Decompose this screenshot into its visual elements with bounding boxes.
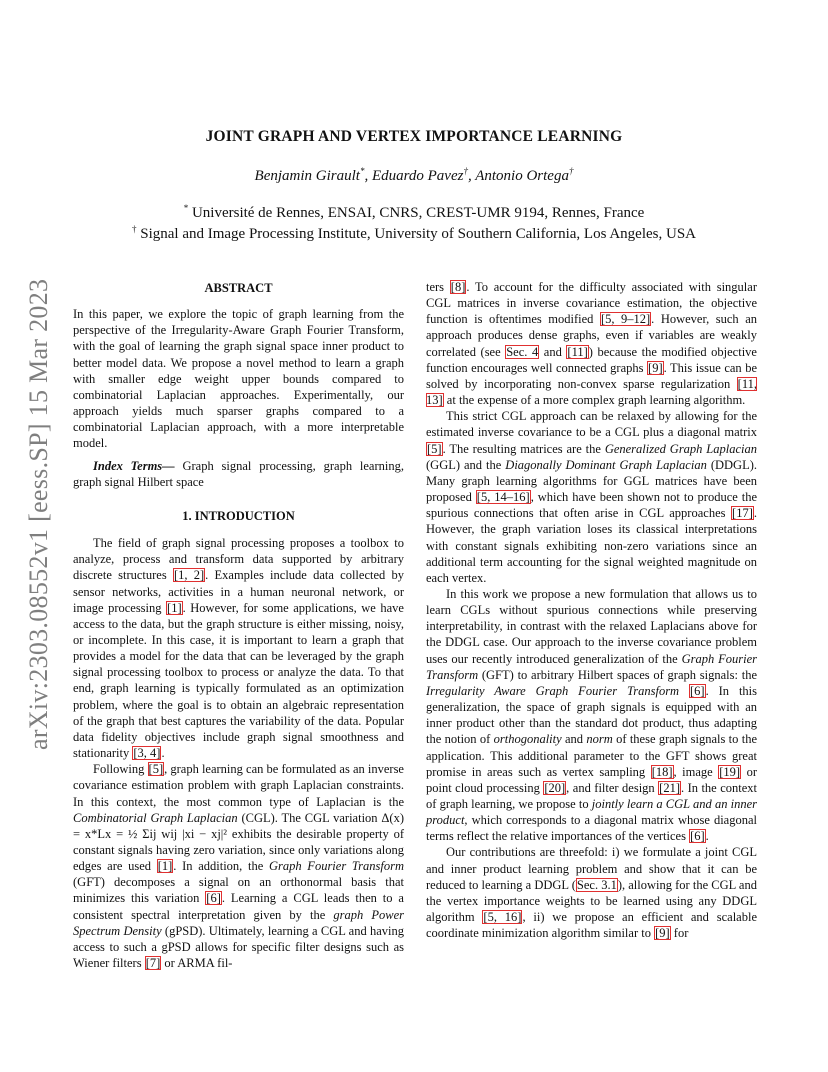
citation-link[interactable]: [6] [690, 829, 705, 844]
citation-link[interactable]: [19] [719, 764, 741, 779]
index-terms-label: Index Terms— [93, 458, 175, 473]
paragraph-text: (GFT) decomposes a signal on an orthonormal basis that minimizes this variation [73, 875, 404, 906]
right-paragraph-1 [426, 279, 757, 408]
paragraph-text: This strict CGL approach can be relaxed by allowing for the estimated inverse covariance to be a CGL plus a diagonal matrix [426, 409, 757, 440]
author-mark: † [568, 166, 574, 176]
citation-link[interactable]: [1, 2] [173, 568, 205, 583]
emphasis-text: Combinatorial Graph Laplacian [73, 810, 238, 825]
author-line [0, 168, 828, 185]
index-terms [73, 458, 404, 490]
citation-link[interactable]: [17] [732, 506, 753, 521]
paragraph-text: , ii) we propose an efficient and scalable coordinate minimization algorithm similar to [426, 910, 757, 941]
paragraph-text: , and filter design [566, 780, 659, 795]
citation-link[interactable]: [9] [648, 360, 663, 375]
right-paragraph-4 [426, 844, 757, 941]
citation-link[interactable]: [3, 4] [133, 746, 161, 761]
citation-link[interactable]: [1] [167, 600, 182, 615]
paragraph-text: In this work we propose a new formulation that allows us to learn CGLs without spurious connections while preserving interpretability, in contrast with the relaxed Laplacians above for the DDGL case. Our approach to the inverse covariance problem uses our recently introduced generalization of the [426, 586, 757, 666]
citation-link[interactable]: [1] [157, 859, 173, 874]
arxiv-stamp [22, 250, 52, 750]
author-mark: * [359, 166, 365, 176]
citation-link[interactable]: [8] [450, 280, 466, 294]
paragraph-text: ), allowing for the CGL and the vertex importance weights to be learned using any DDGL algorithm [426, 877, 757, 925]
paragraph-text: for [670, 926, 689, 941]
intro-paragraph-1 [73, 535, 404, 761]
introduction-heading: 1. INTRODUCTION [182, 508, 295, 523]
paragraph-text: . However, for some applications, we have access to the data, but the graph structure is either missing, noisy, or incomplete. In this case, it is important to learn a graph that provides a model for the data that can be leveraged by the graph signal processing toolbox to process or analyze the data. To that end, graph learning is typically formulated as an optimization problem, where the goal is to obtain an algebraic representation of the graph that best captures the variability of the data. Popular data fidelity objectives include graph signal smoothness and stationarity [73, 600, 404, 761]
index-terms-text: Graph signal processing, graph learning, graph signal Hilbert space [73, 458, 404, 489]
paragraph-text: . The resulting matrices are the [442, 441, 605, 456]
citation-link[interactable]: [18] [651, 764, 673, 779]
author-ortega: Antonio Ortega [475, 168, 569, 184]
citation-link[interactable]: [20] [544, 780, 566, 795]
paragraph-text: , image [673, 764, 719, 779]
paragraph-text: and [561, 732, 587, 747]
affiliation-text: Université de Rennes, ENSAI, CNRS, CREST-UMR 9194, Rennes, France [188, 205, 645, 221]
paragraph-text: (DDGL). Many graph learning algorithms for GGL matrices have been proposed [426, 457, 757, 505]
affiliation-mark: * [183, 203, 189, 213]
affiliation-usc [0, 226, 828, 243]
abstract-heading: ABSTRACT [204, 281, 273, 295]
paragraph-text: . Learning a CGL leads then to a consistent spectral interpretation given by the [73, 891, 404, 922]
emphasis-text: Graph Fourier Transform [426, 651, 757, 682]
citation-link[interactable]: [21] [659, 780, 680, 795]
intro-paragraph-2 [73, 761, 404, 971]
paragraph-text: and [539, 344, 567, 359]
emphasis-text: orthogonality [493, 732, 562, 747]
citation-link[interactable]: [5, 14–16] [476, 490, 530, 505]
citation-link[interactable]: [9] [655, 926, 670, 941]
author-sep: , [364, 168, 372, 184]
abstract-text: In this paper, we explore the topic of graph learning from the perspective of the Irregularity-Aware Graph Fourier Transform, with the goal of learning the graph signal space inner product to better model data. We propose a novel method to learn a graph with smaller edge weight upper bounds compared to combinatorial Laplacian approaches. Experimentally, our approach yields much sparser graphs compared to a combinatorial Laplacian approach, with a more interpretable model. [73, 307, 404, 451]
paragraph-text: . In addition, the [173, 859, 269, 874]
paragraph-text: . However, the graph variation loses its classical interpretations with constant signals exhibiting non-zero variations since an additional term accounting for the signal weighted magnitude on each vertex. [426, 506, 757, 585]
paragraph-text: of these graph signals to the application. This additional parameter to the GFT shows great promise in areas such as vertex sampling [426, 732, 757, 779]
left-column [73, 280, 404, 971]
right-paragraph-2 [426, 408, 757, 586]
paragraph-text: (GGL) and the [426, 457, 506, 472]
paragraph-text: Following [93, 762, 148, 777]
emphasis-text: norm [586, 732, 613, 747]
paragraph-text: or point cloud processing [426, 764, 757, 795]
citation-link[interactable]: [6] [690, 683, 705, 698]
author-pavez: Eduardo Pavez [371, 168, 464, 184]
author-girault: Benjamin Girault [254, 168, 360, 184]
emphasis-text: Diagonally Dominant Graph Laplacian [505, 457, 707, 472]
paragraph-text: (GFT) to arbitrary Hilbert spaces of graph signals: the [478, 667, 757, 682]
citation-link[interactable]: [5, 16] [483, 910, 522, 925]
author-mark: † [463, 166, 468, 176]
math-formula: Δ(x) = x*Lx = ½ Σij wij |xi − xj|² [73, 810, 405, 841]
citation-link[interactable]: [11, 13] [426, 376, 757, 408]
emphasis-text: graph Power Spectrum Density [73, 907, 404, 938]
paragraph-text: ) because the modified objective function encourages well connected graphs [426, 344, 757, 375]
paragraph-text: , graph learning can be formulated as an inverse covariance estimation problem with graph Laplacian constraints. In this context, the most common type of Laplacian is the [73, 762, 404, 809]
paragraph-text: or ARMA fil- [161, 956, 233, 971]
right-column [426, 279, 757, 941]
paragraph-text: . [161, 746, 165, 761]
affiliation-mark: † [131, 224, 137, 234]
affiliation-text: Signal and Image Processing Institute, University of Southern California, Los Angeles, USA [136, 226, 696, 242]
citation-link[interactable]: [6] [206, 891, 221, 906]
paragraph-text: , which have been shown not to produce the spurious connections that often arise in CGL approaches [426, 490, 758, 521]
citation-link[interactable]: [5] [427, 441, 442, 456]
paragraph-text: The field of graph signal processing proposes a toolbox to analyze, process and transform data supported by arbitrary discrete structures [73, 536, 404, 583]
paragraph-text: . Examples include data collected by sensor networks, activities in a human neuronal network, or image processing [73, 568, 405, 615]
paragraph-text: . To account for the difficulty associated with singular CGL matrices in inverse covariance estimation, the objective function is oftentimes modified [426, 280, 757, 327]
paragraph-text: Our contributions are threefold: i) we formulate a joint CGL and inner product learning problem and show that it can be reduced to learning a DDGL ( [426, 845, 757, 892]
paragraph-text [679, 684, 689, 698]
emphasis-text: jointly learn a CGL and an inner product [426, 797, 757, 828]
section-link[interactable]: Sec. 4 [506, 344, 539, 359]
emphasis-text: Irregularity Aware Graph Fourier Transform [426, 683, 680, 698]
right-paragraph-3 [426, 586, 757, 845]
arxiv-stamp-text: arXiv:2303.08552v1 [eess.SP] 15 Mar 2023 [24, 278, 53, 750]
paragraph-text: (CGL). The CGL variation [237, 810, 382, 825]
paragraph-text: . [705, 829, 709, 844]
section-link[interactable]: Sec. 3.1 [576, 877, 617, 892]
affiliation-rennes [0, 205, 828, 222]
emphasis-text: Generalized Graph Laplacian [604, 441, 758, 456]
paragraph-text: . This issue can be solved by incorporating non-convex sparse regularization [426, 360, 757, 391]
citation-link[interactable]: [5] [148, 762, 164, 777]
paper-title: JOINT GRAPH AND VERTEX IMPORTANCE LEARNING [205, 128, 623, 145]
citation-link[interactable]: [5, 9–12] [600, 312, 651, 327]
paragraph-text: ters [426, 280, 450, 294]
paragraph-text: . In this generalization, the space of graph signals is equipped with an inner product other than the standard dot product, thus adapting the notion of [426, 683, 758, 747]
author-sep: , [467, 168, 476, 184]
paragraph-text: (gPSD). Ultimately, learning a CGL and having access to such a gPSD allows for specific filter designs such as Wiener filters [73, 923, 404, 971]
paragraph-text: . However, such an approach produces dense graphs, even if variables are weakly correlated (see [426, 312, 757, 359]
paragraph-text: exhibits the desirable property of constant signals having zero variation, since only variations along edges are used [73, 826, 404, 874]
citation-link[interactable]: [7] [145, 956, 161, 971]
emphasis-text: Graph Fourier Transform [268, 859, 404, 874]
paragraph-text: , which corresponds to a diagonal matrix whose diagonal terms reflect the relative importances of the vertices [426, 813, 757, 844]
citation-link[interactable]: [11] [567, 344, 588, 359]
paragraph-text: . In the context of graph learning, we propose to [426, 780, 757, 811]
paragraph-text: at the expense of a more complex graph learning algorithm. [443, 393, 746, 408]
